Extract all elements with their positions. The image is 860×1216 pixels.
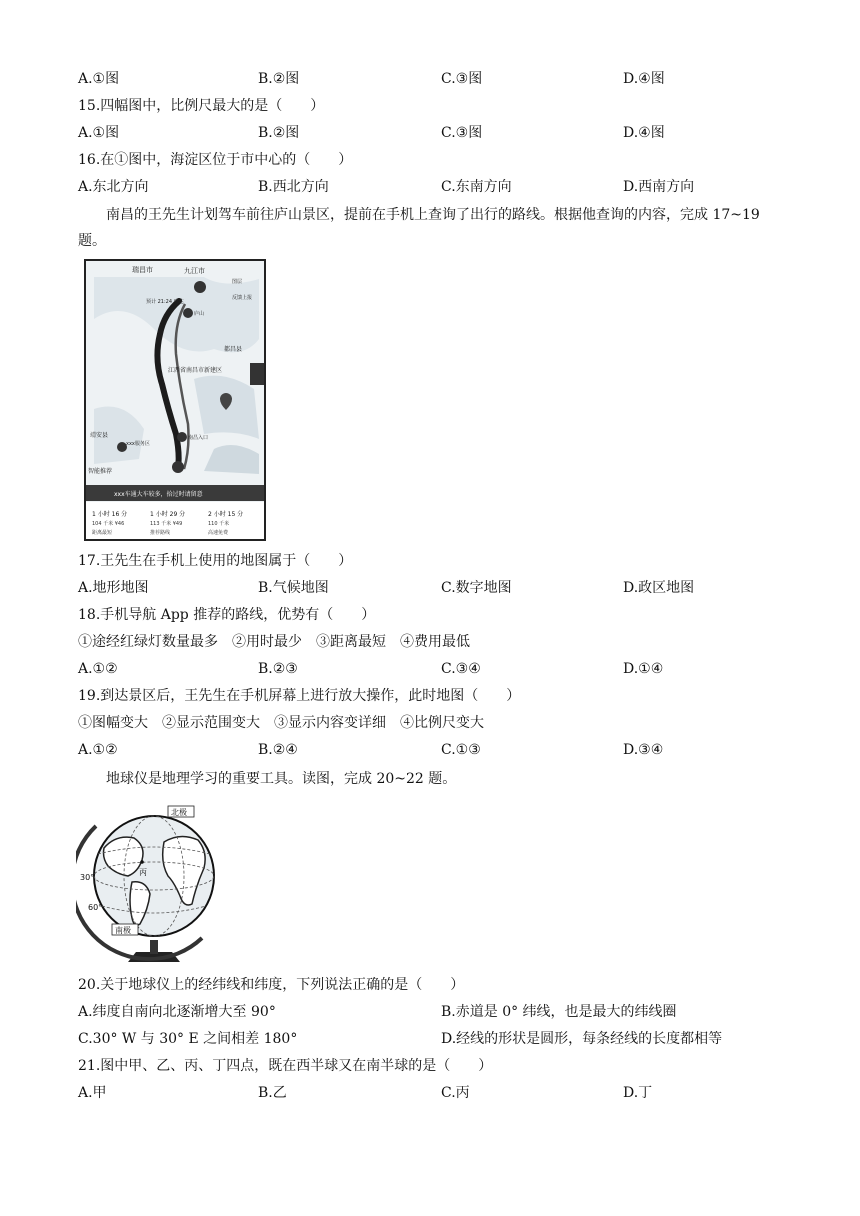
q18-option-a: A.①② (78, 661, 118, 677)
passage-17-19: 南昌的王先生计划驾车前往庐山景区，提前在手机上查询了出行的路线。根据他查询的内容，完成 17~19 题。 (78, 207, 760, 249)
q19-option-b: B.②④ (258, 742, 298, 758)
q18-option-b: B.②③ (258, 661, 298, 677)
q19-option-c: C.①③ (441, 742, 481, 758)
q14-option-c: C.③图 (441, 71, 483, 87)
q19-choices: ①图幅变大 ②显示范围变大 ③显示内容变详细 ④比例尺变大 (78, 715, 484, 731)
label-lat-60: 60° (88, 903, 103, 912)
toll-marker-1 (183, 308, 193, 318)
q21-option-b: B.乙 (258, 1085, 287, 1101)
label-point-bing: 丙 (139, 868, 147, 877)
q21-option-a: A.甲 (78, 1085, 107, 1101)
q14-option-d: D.④图 (623, 71, 665, 87)
q17-option-a: A.地形地图 (78, 580, 149, 596)
q17-option-d: D.政区地图 (623, 580, 695, 596)
label-north-pole: 北极 (171, 808, 187, 817)
q15-option-b: B.②图 (258, 125, 300, 141)
q17-option-c: C.数字地图 (441, 580, 512, 596)
q21-option-d: D.丁 (623, 1085, 653, 1101)
svg-text:2 小时 15 分: 2 小时 15 分 (208, 511, 244, 518)
q18-stem: 18.手机导航 App 推荐的路线，优势有（ ） (78, 607, 376, 623)
q20-option-c: C.30° W 与 30° E 之间相差 180° (78, 1031, 298, 1047)
label-smart-rec: 智能推荐 (88, 468, 113, 475)
label-feedback: 反馈上报 (232, 295, 253, 301)
label-jiujiang: 九江市 (184, 267, 205, 275)
q14-option-a: A.①图 (78, 71, 120, 87)
toll-marker-2 (177, 432, 187, 442)
label-lat-30: 30° (80, 873, 95, 882)
svg-text:113 千米 ¥49: 113 千米 ¥49 (150, 521, 183, 527)
label-lushan: 庐山 (194, 311, 205, 317)
label-jingan: 靖安县 (90, 432, 109, 439)
svg-text:距离最短: 距离最短 (92, 530, 113, 536)
label-service-area: xxx服务区 (126, 441, 150, 447)
label-xinjian: 江西省南昌市新建区 (168, 367, 223, 374)
q21-option-c: C.丙 (441, 1085, 470, 1101)
q18-option-d: D.①④ (623, 661, 664, 677)
q17-stem: 17.王先生在手机上使用的地图属于（ ） (78, 553, 353, 569)
label-duchang: 都昌县 (224, 346, 243, 353)
svg-text:104 千米 ¥46: 104 千米 ¥46 (92, 521, 125, 527)
svg-text:推荐路线: 推荐路线 (150, 530, 171, 536)
q15-option-d: D.④图 (623, 125, 665, 141)
notice-text: xxx车通大车较多，拾过时请留意 (114, 491, 203, 498)
q16-option-b: B.西北方向 (258, 179, 329, 195)
label-eta: 预计 21:24 到达 (146, 299, 184, 305)
q14-option-b: B.②图 (258, 71, 300, 87)
q16-option-d: D.西南方向 (623, 179, 695, 195)
label-nanchang-entry: 南昌入口 (188, 435, 209, 441)
destination-pin (194, 281, 206, 293)
q16-option-a: A.东北方向 (78, 179, 149, 195)
q20-stem: 20.关于地球仪上的经纬线和纬度，下列说法正确的是（ ） (78, 977, 465, 993)
q19-option-d: D.③④ (623, 742, 664, 758)
q19-option-a: A.①② (78, 742, 118, 758)
q18-option-c: C.③④ (441, 661, 481, 677)
q15-option-c: C.③图 (441, 125, 483, 141)
label-layer: 图层 (232, 279, 243, 285)
label-ruichang: 瑞昌市 (132, 266, 153, 274)
globe-figure (76, 796, 232, 968)
q15-stem: 15.四幅图中，比例尺最大的是（ ） (78, 98, 325, 114)
passage-20-22: 地球仪是地理学习的重要工具。读图，完成 20~22 题。 (106, 771, 457, 787)
svg-text:1 小时 16 分: 1 小时 16 分 (92, 511, 128, 518)
svg-text:高速免费: 高速免费 (208, 530, 229, 536)
svg-text:110 千米: 110 千米 (208, 521, 230, 527)
q18-choices: ①途经红绿灯数量最多 ②用时最少 ③距离最短 ④费用最低 (78, 634, 470, 650)
globe-stem (150, 940, 158, 954)
q20-option-a: A.纬度自南向北逐渐增大至 90° (78, 1004, 276, 1020)
start-pin (172, 461, 184, 473)
q16-option-c: C.东南方向 (441, 179, 512, 195)
q21-stem: 21.图中甲、乙、丙、丁四点，既在西半球又在南半球的是（ ） (78, 1058, 493, 1074)
q16-stem: 16.在①图中，海淀区位于市中心的（ ） (78, 152, 353, 168)
q17-option-b: B.气候地图 (258, 580, 329, 596)
q15-option-a: A.①图 (78, 125, 120, 141)
svg-text:1 小时 29 分: 1 小时 29 分 (150, 511, 186, 518)
label-south-pole: 南极 (115, 926, 131, 935)
navigation-map-figure (84, 259, 266, 541)
q20-option-b: B.赤道是 0° 纬线，也是最大的纬线圈 (441, 1004, 677, 1020)
q20-option-d: D.经线的形状是圆形，每条经线的长度都相等 (441, 1031, 723, 1047)
map-side-button (250, 363, 264, 385)
q19-stem: 19.到达景区后，王先生在手机屏幕上进行放大操作，此时地图（ ） (78, 688, 521, 704)
